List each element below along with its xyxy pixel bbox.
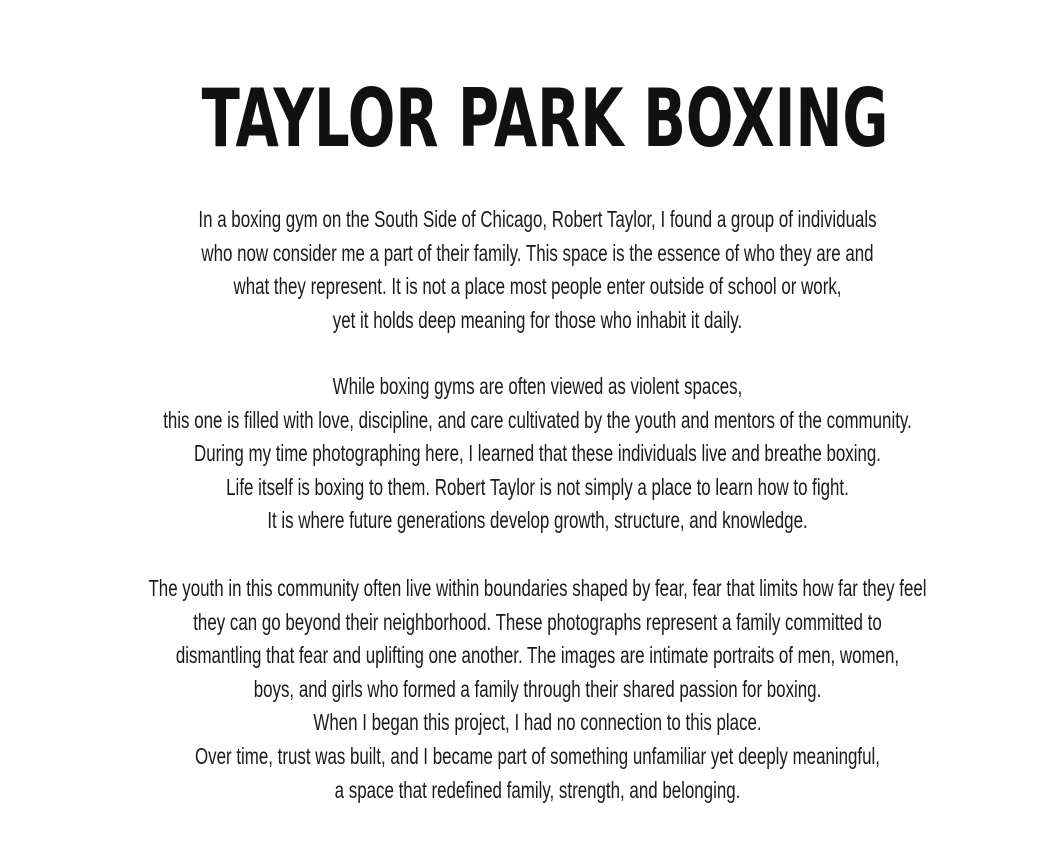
paragraph-1 xyxy=(142,203,932,337)
paragraph-line: When I began this project, I had no connection to this place. xyxy=(313,709,762,736)
paragraph-line: Over time, trust was built, and I became part of something unfamiliar yet deeply meaningful, xyxy=(195,742,880,769)
paragraph-line: In a boxing gym on the South Side of Chicago, Robert Taylor, I found a group of individuals xyxy=(198,206,877,232)
paragraph-line: While boxing gyms are often viewed as violent spaces, xyxy=(332,373,743,399)
paragraph-2 xyxy=(142,370,932,538)
paragraph-line: boys, and girls who formed a family through their shared passion for boxing. xyxy=(253,675,822,702)
paragraph-line: this one is filled with love, discipline, and care cultivated by the youth and mentors of the community. xyxy=(163,406,912,433)
paragraph-line: a space that redefined family, strength, and belonging. xyxy=(334,776,741,803)
page-title: TAYLOR PARK BOXING xyxy=(201,72,889,165)
paragraph-line: During my time photographing here, I learned that these individuals live and breathe boxing. xyxy=(194,440,881,467)
paragraph-line: who now consider me a part of their family. This space is the essence of who they are and xyxy=(201,239,874,266)
paragraph-line: It is where future generations develop growth, structure, and knowledge. xyxy=(267,507,808,534)
paragraph-line: Life itself is boxing to them. Robert Taylor is not simply a place to learn how to fight. xyxy=(226,473,849,500)
paragraph-line: they can go beyond their neighborhood. These photographs represent a family committed to xyxy=(193,608,882,635)
paragraph-line: dismantling that fear and uplifting one another. The images are intimate portraits of men, women, xyxy=(175,642,900,669)
paragraph-line: yet it holds deep meaning for those who inhabit it daily. xyxy=(332,306,743,333)
paragraph-line: what they represent. It is not a place most people enter outside of school or work, xyxy=(233,273,842,300)
paragraph-line: The youth in this community often live within boundaries shaped by fear, fear that limits how far they feel xyxy=(148,575,927,601)
paragraph-3 xyxy=(142,572,932,807)
